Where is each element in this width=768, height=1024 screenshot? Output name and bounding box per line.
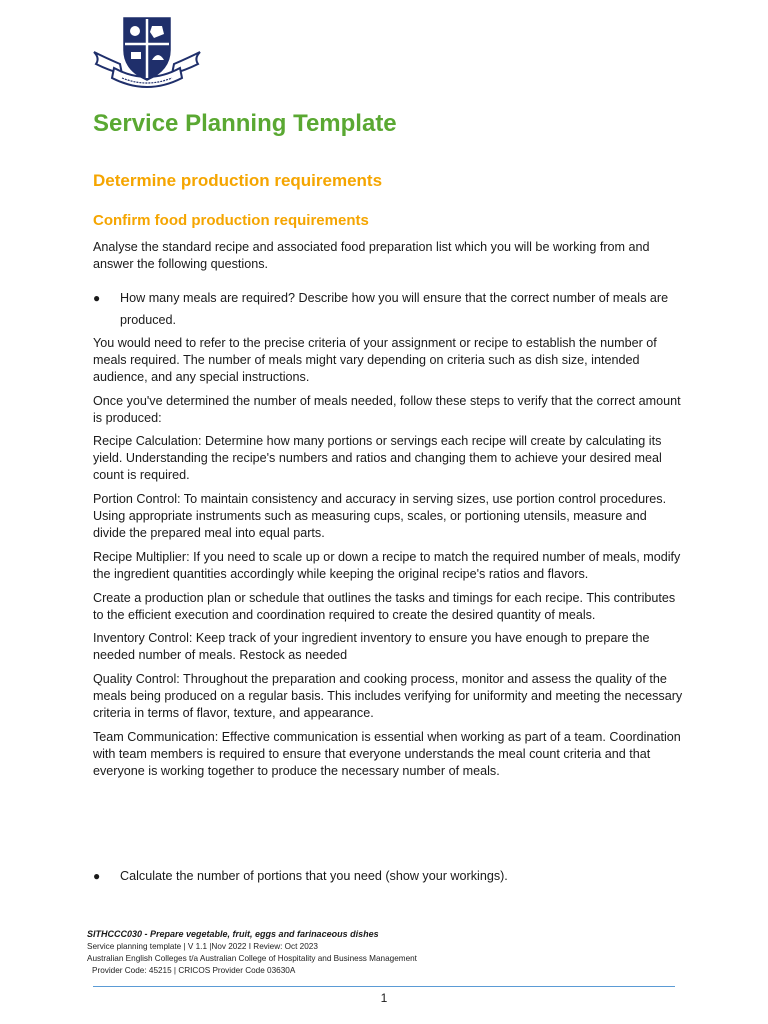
footer-course-code: SITHCCC030 - Prepare vegetable, fruit, eggs and farinaceous dishes — [87, 929, 379, 939]
answer-paragraph: Quality Control: Throughout the preparation and cooking process, monitor and assess the quality of the meals being produced on a regular basis. This includes verifying for uniformity and meeting the necessary criteria in terms of flavor, texture, and appearance. — [93, 672, 683, 721]
footer-divider — [93, 986, 675, 987]
bullet-icon: ● — [93, 869, 101, 883]
bullet-icon: ● — [93, 291, 101, 305]
subsection-heading: Confirm food production requirements — [93, 212, 369, 229]
college-crest-logo — [92, 14, 202, 94]
answer-paragraph: Recipe Calculation: Determine how many portions or servings each recipe will create by calculating its yield. Understanding the recipe's numbers and ratios and changing them to achieve your desired meal count is required. — [93, 434, 662, 483]
question-text: Calculate the number of portions that you need (show your workings). — [120, 869, 508, 883]
page-number: 1 — [380, 991, 388, 1005]
answer-paragraph: Inventory Control: Keep track of your ingredient inventory to ensure you have enough to prepare the needed number of meals. Restock as needed — [93, 631, 650, 663]
footer-provider: Provider Code: 45215 | CRICOS Provider Code 03630A — [92, 966, 296, 975]
answer-paragraph: You would need to refer to the precise criteria of your assignment or recipe to establish the number of meals required. The number of meals might vary depending on criteria such as dish size, intended audience, and any special instructions. — [93, 336, 657, 385]
answer-paragraph: Team Communication: Effective communication is essential when working as part of a team. Coordination with team members is required to ensure that everyone understands the meal count criteria and that everyone is working together to produce the necessary number of meals. — [93, 730, 681, 779]
answer-paragraph: Portion Control: To maintain consistency and accuracy in serving sizes, use portion control procedures. Using appropriate instruments such as measuring cups, scales, or portioning utensils, measure and divide the prepared meal into equal parts. — [93, 492, 667, 541]
section-heading: Determine production requirements — [93, 171, 383, 190]
answer-paragraph: Create a production plan or schedule that outlines the tasks and timings for each recipe. This contributes to the efficient execution and coordination required to create the desired quantity of meals. — [93, 591, 676, 623]
question-text: How many meals are required? Describe how you will ensure that the correct number of meals are produced. — [120, 291, 669, 327]
page-title: Service Planning Template — [93, 110, 397, 137]
footer-college: Australian English Colleges t/a Australian College of Hospitality and Business Management — [87, 954, 417, 963]
answer-paragraph: Recipe Multiplier: If you need to scale up or down a recipe to match the required number of meals, modify the ingredient quantities accordingly while keeping the original recipe's ratios and flavors. — [93, 550, 681, 582]
footer-version: Service planning template | V 1.1 |Nov 2022 I Review: Oct 2023 — [87, 942, 318, 951]
intro-paragraph: Analyse the standard recipe and associated food preparation list which you will be working from and answer the following questions. — [93, 240, 650, 272]
answer-paragraph: Once you've determined the number of meals needed, follow these steps to verify that the correct amount is produced: — [93, 394, 681, 426]
